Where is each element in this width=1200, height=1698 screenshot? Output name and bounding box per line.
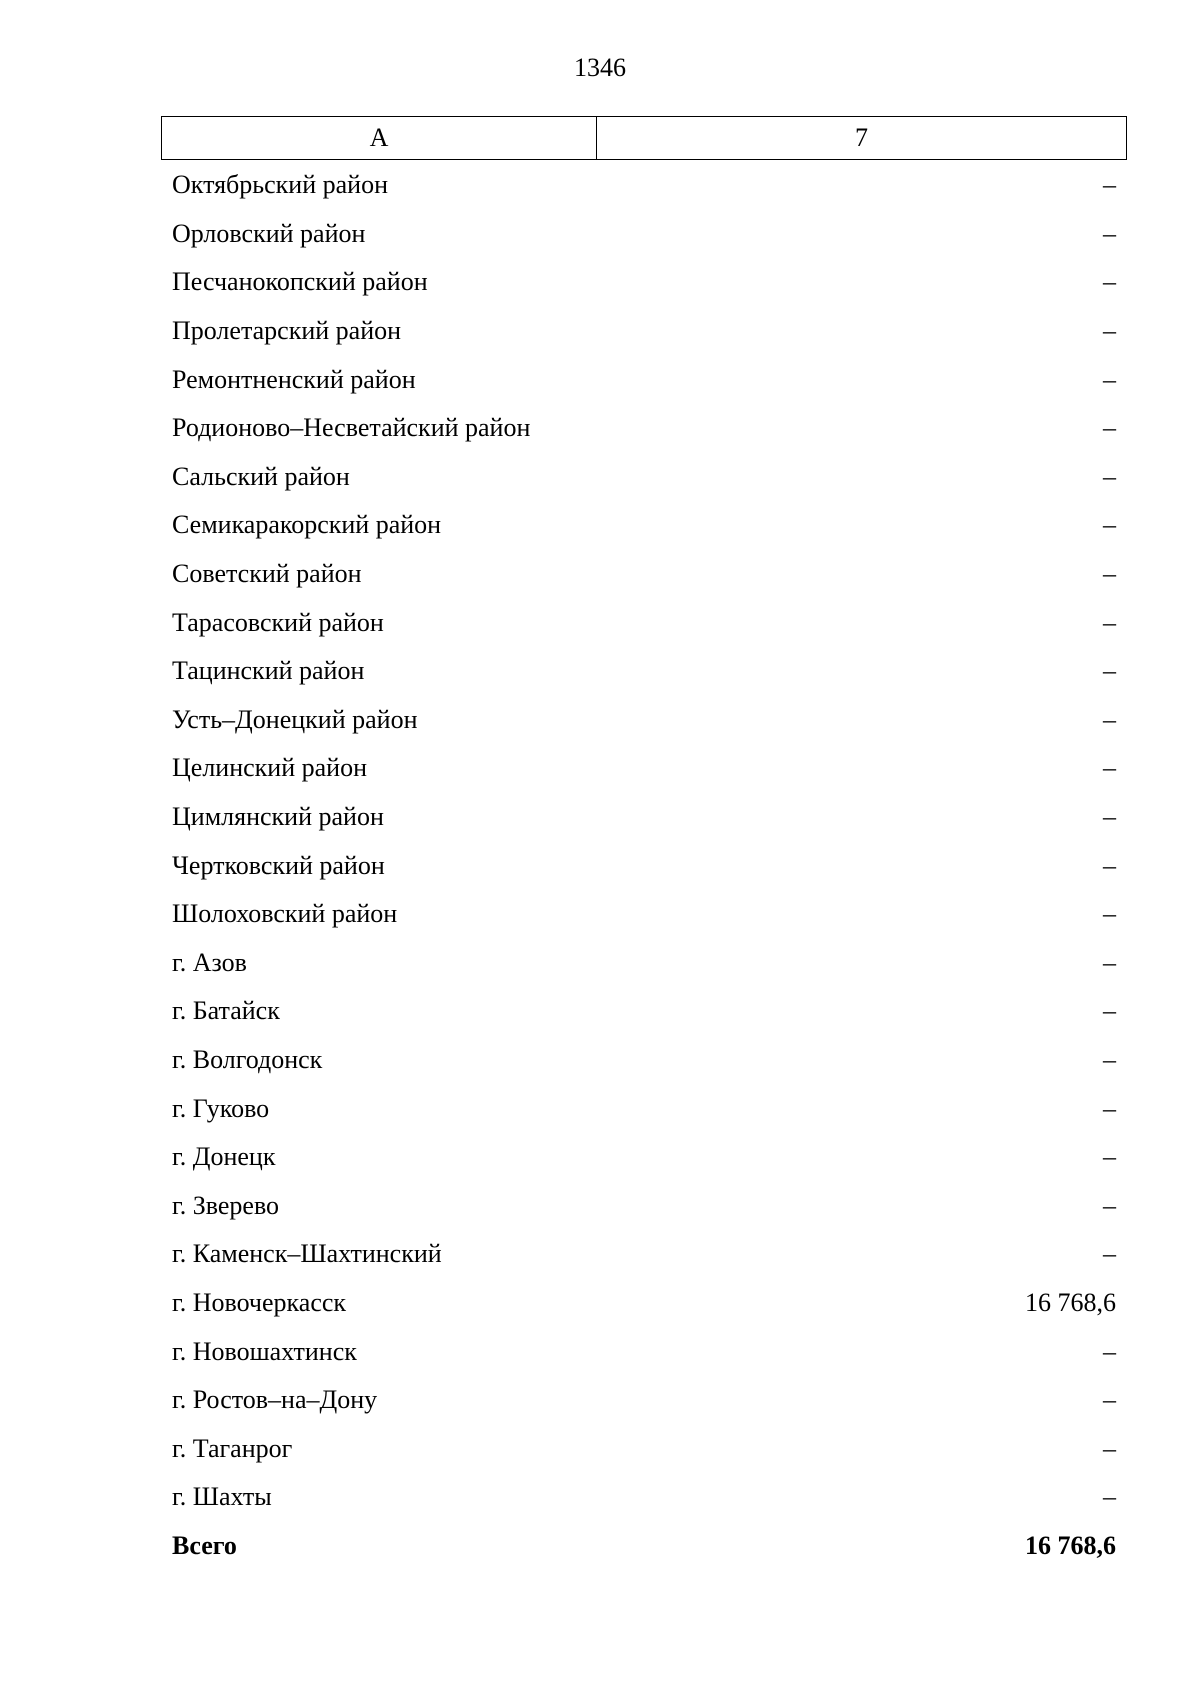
page-number: 1346 (574, 53, 626, 82)
row-value: – (1103, 218, 1116, 248)
row-name: г. Азов (172, 947, 247, 977)
row-name: Тацинский район (172, 656, 365, 686)
row-name: г. Новочеркасск (172, 1287, 347, 1317)
table-body (172, 161, 1116, 1570)
table-row (172, 1181, 1116, 1230)
row-value: – (1103, 1093, 1116, 1123)
row-value: – (1103, 1482, 1116, 1512)
row-value: – (1103, 267, 1116, 297)
table-row (172, 1473, 1116, 1522)
row-value: – (1103, 850, 1116, 880)
row-value: – (1103, 1239, 1116, 1269)
row-name: Семикаракорский район (172, 510, 442, 540)
row-name: Шолоховский район (172, 899, 398, 929)
row-value: – (1103, 510, 1116, 540)
row-name: г. Волгодонск (172, 1044, 323, 1074)
table-row (172, 1424, 1116, 1473)
row-name: г. Гуково (172, 1093, 270, 1123)
table-row (172, 793, 1116, 842)
table-row (172, 890, 1116, 939)
row-name: Сальский район (172, 461, 350, 491)
table-row (172, 987, 1116, 1036)
table-header (161, 116, 1127, 160)
table-row (172, 939, 1116, 988)
row-name: Песчанокопский район (172, 267, 428, 297)
row-value: – (1103, 170, 1116, 200)
row-name: Пролетарский район (172, 316, 402, 346)
row-name: Усть–Донецкий район (172, 704, 418, 734)
row-value: – (1103, 899, 1116, 929)
row-name: Цимлянский район (172, 802, 384, 832)
row-name: Октябрьский район (172, 170, 388, 200)
table-row (172, 453, 1116, 502)
row-name: Советский район (172, 559, 362, 589)
table-row (172, 1036, 1116, 1085)
table-row (172, 1133, 1116, 1182)
row-value: – (1103, 1336, 1116, 1366)
row-value: – (1103, 753, 1116, 783)
table-row (172, 161, 1116, 210)
table-row (172, 1376, 1116, 1425)
row-value: – (1103, 1385, 1116, 1415)
table-row (172, 1230, 1116, 1279)
table-row (172, 307, 1116, 356)
row-value: – (1103, 1044, 1116, 1074)
row-value: – (1103, 802, 1116, 832)
table-row (172, 696, 1116, 745)
row-name: г. Шахты (172, 1482, 272, 1512)
table-row (172, 841, 1116, 890)
row-value: – (1103, 996, 1116, 1026)
row-value: – (1103, 413, 1116, 443)
table-row (172, 1327, 1116, 1376)
table-row (172, 647, 1116, 696)
row-name: Тарасовский район (172, 607, 384, 637)
row-value: – (1103, 607, 1116, 637)
row-name: Орловский район (172, 218, 366, 248)
table-row (172, 210, 1116, 259)
row-value: – (1103, 559, 1116, 589)
row-value: – (1103, 1433, 1116, 1463)
row-value: – (1103, 461, 1116, 491)
total-row (172, 1522, 1116, 1571)
row-value: – (1103, 1190, 1116, 1220)
header-cell-7: 7 (855, 123, 868, 152)
row-value: – (1103, 316, 1116, 346)
row-name: г. Каменск–Шахтинский (172, 1239, 442, 1269)
table-row (172, 501, 1116, 550)
row-name: г. Ростов–на–Дону (172, 1385, 378, 1415)
row-name: г. Новошахтинск (172, 1336, 357, 1366)
header-cell-a: А (162, 117, 597, 159)
row-name: г. Таганрог (172, 1433, 293, 1463)
row-value: – (1103, 364, 1116, 394)
row-name: Целинский район (172, 753, 367, 783)
row-name: г. Зверево (172, 1190, 280, 1220)
table-row (172, 550, 1116, 599)
table-row (172, 1279, 1116, 1328)
row-value: – (1103, 656, 1116, 686)
row-name: г. Донецк (172, 1142, 276, 1172)
row-value: – (1103, 947, 1116, 977)
row-value: – (1103, 704, 1116, 734)
row-name: Ремонтненский район (172, 364, 416, 394)
table-row (172, 744, 1116, 793)
row-name: г. Батайск (172, 996, 280, 1026)
row-value: – (1103, 1142, 1116, 1172)
table-row (172, 598, 1116, 647)
total-label: Всего (172, 1530, 237, 1560)
table-row (172, 258, 1116, 307)
row-name: Родионово–Несветайский район (172, 413, 531, 443)
table-row (172, 1084, 1116, 1133)
total-value: 16 768,6 (1025, 1530, 1116, 1560)
row-name: Чертковский район (172, 850, 385, 880)
table-row (172, 355, 1116, 404)
row-value: 16 768,6 (1025, 1287, 1116, 1317)
table-row (172, 404, 1116, 453)
